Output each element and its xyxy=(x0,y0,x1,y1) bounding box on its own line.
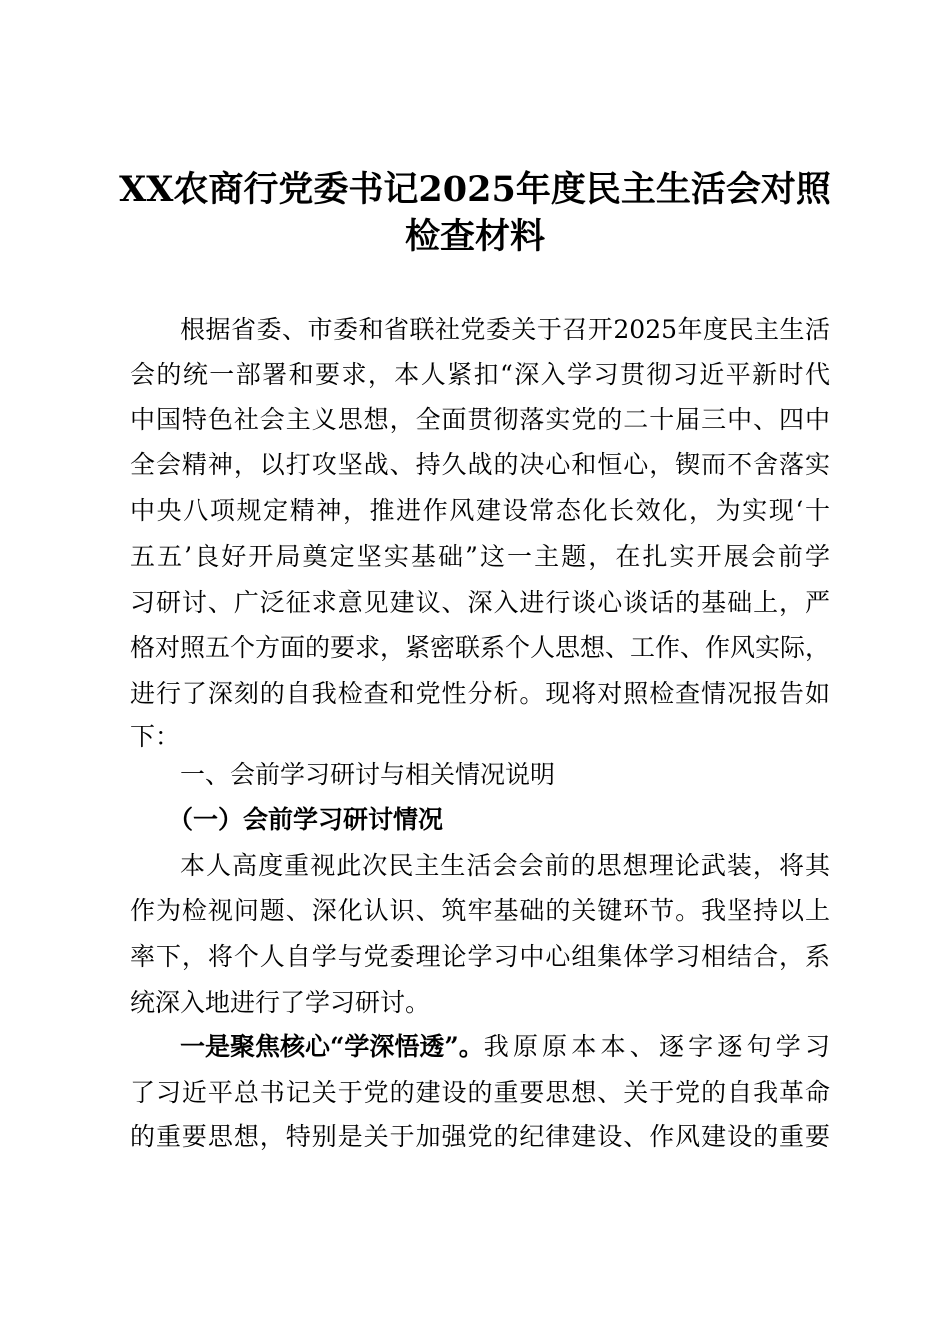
intro-line: 进行了深刻的自我检查和党性分析。现将对照检查情况报告如 xyxy=(130,679,830,708)
intro-line: 中国特色社会主义思想，全面贯彻落实党的二十届三中、四中 xyxy=(130,405,830,434)
intro-line: 习研讨、广泛征求意见建议、深入进行谈心谈话的基础上，严 xyxy=(130,588,830,617)
para-line: 率下，将个人自学与党委理论学习中心组集体学习相结合，系 xyxy=(130,942,830,971)
intro-line: 中央八项规定精神，推进作风建设常态化长效化，为实现‘十 xyxy=(130,496,830,525)
intro-line: 五五’良好开局奠定坚实基础”这一主题，在扎实开展会前学 xyxy=(130,542,830,571)
para-line: 的重要思想，特别是关于加强党的纪律建设、作风建设的重要 xyxy=(130,1122,830,1151)
intro-line: 格对照五个方面的要求，紧密联系个人思想、工作、作风实际， xyxy=(130,633,831,662)
para-line: 统深入地进行了学习研讨。 xyxy=(130,988,431,1017)
intro-line: 会的统一部署和要求，本人紧扣“深入学习贯彻习近平新时代 xyxy=(130,360,830,389)
para-line xyxy=(180,1032,830,1062)
para-line: 作为检视问题、深化认识、筑牢基础的关键环节。我坚持以上 xyxy=(130,896,830,925)
para-line: 本人高度重视此次民主生活会会前的思想理论武装，将其 xyxy=(180,851,830,880)
intro-line: 根据省委、市委和省联社党委关于召开2025年度民主生活 xyxy=(180,315,830,344)
intro-line: 全会精神，以打攻坚战、持久战的决心和恒心，锲而不舍落实 xyxy=(130,450,830,479)
para-line: 了习近平总书记关于党的建设的重要思想、关于党的自我革命 xyxy=(130,1078,830,1107)
document-title-line-2: 检查材料 xyxy=(404,216,545,257)
section-heading-2: （一）会前学习研讨情况 xyxy=(168,805,444,834)
intro-line: 下： xyxy=(130,722,181,751)
para-lead-rest: 我原原本本、逐字逐句学习 xyxy=(483,1032,830,1061)
para-lead-bold: 一是聚焦核心“学深悟透”。 xyxy=(180,1032,484,1061)
section-heading-1: 一、会前学习研讨与相关情况说明 xyxy=(180,760,556,789)
document-title-line-1: XX农商行党委书记2025年度民主生活会对照 xyxy=(119,169,831,210)
